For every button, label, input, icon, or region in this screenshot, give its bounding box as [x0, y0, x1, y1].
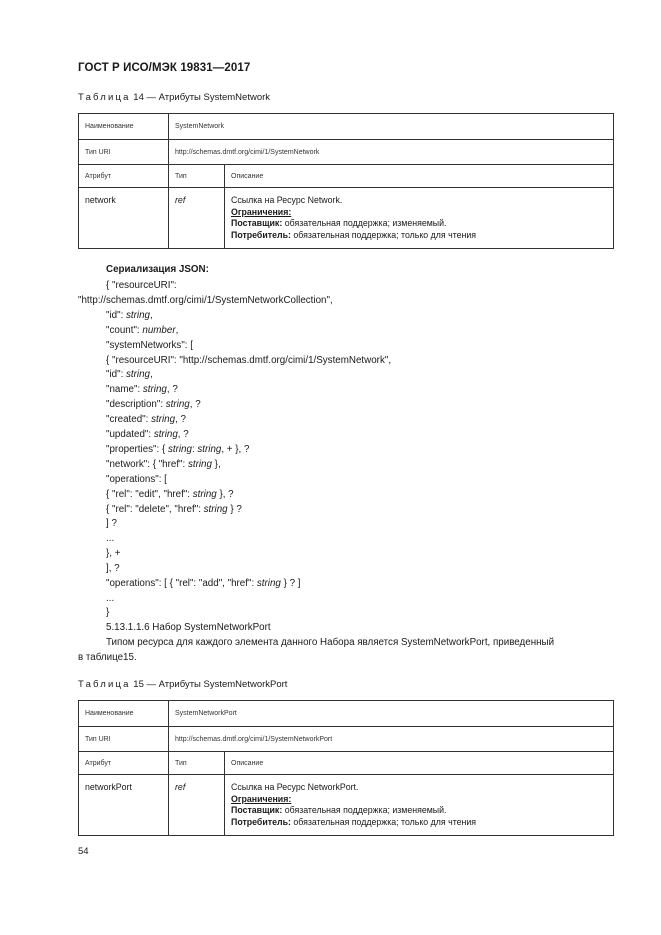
description-text: Ссылка на Ресурс Network.	[231, 195, 343, 205]
consumer-text: обязательная поддержка; только для чтения	[293, 229, 477, 240]
uri-label-cell: Тип URI	[79, 140, 169, 165]
page-number: 54	[78, 846, 89, 857]
supplier-text: обязательная поддержка; изменяемый.	[284, 805, 447, 815]
code-line: }	[106, 607, 110, 618]
column-header-description: Описание	[225, 165, 614, 188]
code-line: { "rel": "delete", "href": string } ?	[106, 504, 242, 515]
table-15-caption-text: 15 — Атрибуты SystemNetworkPort	[133, 679, 288, 690]
table-row	[79, 727, 614, 752]
code-line: "operations": [	[106, 474, 167, 485]
code-line: "description": string, ?	[106, 399, 201, 410]
consumer-label: Потребитель:	[231, 816, 291, 827]
supplier-line	[231, 805, 607, 817]
attribute-cell: networkPort	[79, 775, 169, 836]
table-row	[79, 775, 614, 836]
code-line: ], ?	[106, 563, 120, 574]
supplier-label: Поставщик:	[231, 218, 283, 228]
type-cell: ref	[169, 188, 225, 249]
attribute-cell: network	[79, 188, 169, 249]
paragraph-line: Типом ресурса для каждого элемента данного Набора является SystemNetworkPort, приведенный	[106, 637, 555, 648]
table-15	[78, 700, 614, 836]
code-line: }, +	[106, 548, 121, 559]
supplier-text: обязательная поддержка; изменяемый.	[284, 218, 447, 228]
code-line: ...	[106, 533, 115, 544]
consumer-text: обязательная поддержка; только для чтения	[293, 816, 477, 827]
code-line: { "resourceURI":	[106, 280, 177, 291]
code-line: "http://schemas.dmtf.org/cimi/1/SystemNetworkCollection",	[78, 295, 333, 306]
column-header-attribute: Атрибут	[79, 752, 169, 775]
section-heading: 5.13.1.1.6 Набор SystemNetworkPort	[106, 622, 271, 633]
name-label-cell: Наименование	[79, 114, 169, 140]
table-row	[79, 188, 614, 249]
consumer-label: Потребитель:	[231, 229, 291, 240]
table-15-caption	[78, 679, 287, 690]
column-header-attribute: Атрибут	[79, 165, 169, 188]
table-14-caption	[78, 92, 270, 103]
supplier-label: Поставщик:	[231, 805, 283, 815]
supplier-line	[231, 218, 607, 230]
constraints-label: Ограничения:	[231, 206, 292, 217]
constraints-label: Ограничения:	[231, 793, 292, 804]
code-line: "id": string,	[106, 310, 153, 321]
code-line: "name": string, ?	[106, 384, 178, 395]
table-14	[78, 113, 614, 249]
table-row	[79, 114, 614, 140]
name-label-cell: Наименование	[79, 701, 169, 727]
table-header-row	[79, 752, 614, 775]
type-cell: ref	[169, 775, 225, 836]
code-line: "properties": { string: string, + }, ?	[106, 444, 250, 455]
table-row	[79, 140, 614, 165]
uri-label-cell: Тип URI	[79, 727, 169, 752]
column-header-description: Описание	[225, 752, 614, 775]
uri-value-cell: http://schemas.dmtf.org/cimi/1/SystemNetworkPort	[169, 727, 614, 752]
code-line: "count": number,	[106, 325, 179, 336]
code-line: "created": string, ?	[106, 414, 186, 425]
consumer-line	[231, 230, 607, 242]
column-header-type: Тип	[169, 752, 225, 775]
code-line: "operations": [ { "rel": "add", "href": string } ? ]	[106, 578, 301, 589]
table-header-row	[79, 165, 614, 188]
code-line: "network": { "href": string },	[106, 459, 221, 470]
code-line: ] ?	[106, 518, 117, 529]
code-line: { "resourceURI": "http://schemas.dmtf.org/cimi/1/SystemNetwork",	[106, 355, 392, 366]
json-heading: Сериализация JSON:	[106, 264, 209, 275]
document-title: ГОСТ Р ИСО/МЭК 19831—2017	[78, 62, 251, 74]
description-cell	[225, 775, 614, 836]
code-line: "id": string,	[106, 369, 153, 380]
table-14-caption-text: 14 — Атрибуты SystemNetwork	[133, 92, 271, 103]
uri-value-cell: http://schemas.dmtf.org/cimi/1/SystemNetwork	[169, 140, 614, 165]
description-text: Ссылка на Ресурс NetworkPort.	[231, 782, 359, 792]
table-15-caption-word: Таблица	[78, 679, 131, 690]
table-14-caption-word: Таблица	[78, 92, 131, 103]
code-line: ...	[106, 593, 115, 604]
name-value-cell: SystemNetwork	[169, 114, 614, 140]
code-line: { "rel": "edit", "href": string }, ?	[106, 489, 234, 500]
consumer-line	[231, 817, 607, 829]
name-value-cell: SystemNetworkPort	[169, 701, 614, 727]
column-header-type: Тип	[169, 165, 225, 188]
table-row	[79, 701, 614, 727]
code-line: "systemNetworks": [	[106, 340, 193, 351]
paragraph-line: в таблице15.	[78, 652, 137, 663]
description-cell	[225, 188, 614, 249]
code-line: "updated": string, ?	[106, 429, 189, 440]
